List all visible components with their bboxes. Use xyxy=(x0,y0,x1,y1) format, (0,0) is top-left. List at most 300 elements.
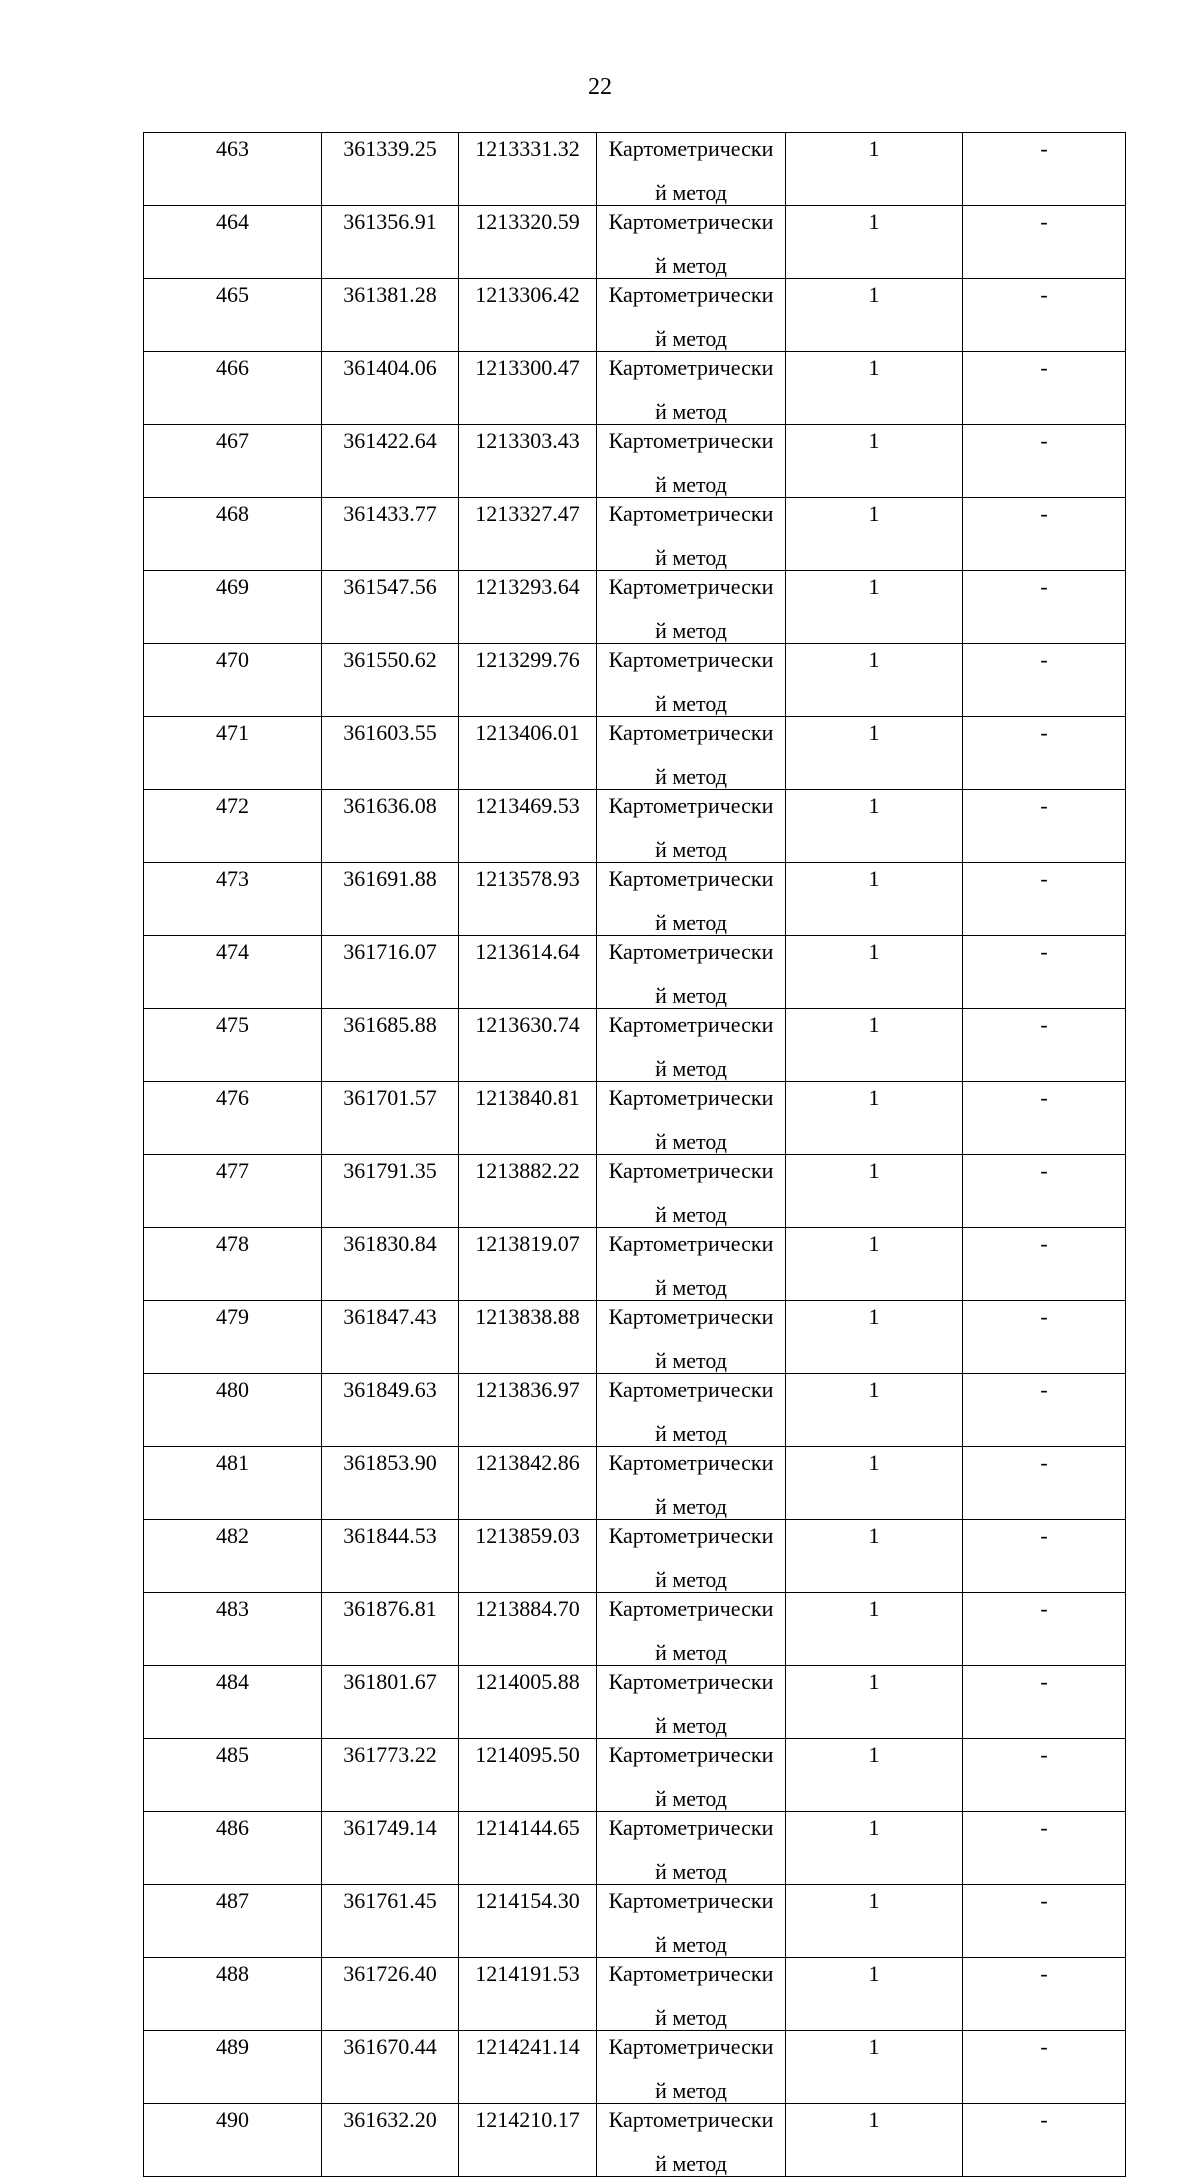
coordinate-y-cell-text: 1214005.88 xyxy=(475,1669,580,1694)
method-cell xyxy=(597,1520,786,1593)
note-cell-text: - xyxy=(1040,793,1048,818)
method-line-2: й метод xyxy=(655,1494,727,1519)
coordinate-x-cell-text: 361691.88 xyxy=(343,866,437,891)
method-line-2: й метод xyxy=(655,399,727,424)
accuracy-cell xyxy=(786,790,963,863)
accuracy-cell xyxy=(786,1812,963,1885)
accuracy-cell xyxy=(786,717,963,790)
method-cell xyxy=(597,425,786,498)
method-cell xyxy=(597,1739,786,1812)
note-cell-text: - xyxy=(1040,1304,1048,1329)
accuracy-cell xyxy=(786,1155,963,1228)
method-line-1: Картометрически xyxy=(608,1377,774,1402)
coordinate-y-cell-text: 1213293.64 xyxy=(475,574,580,599)
note-cell xyxy=(963,571,1126,644)
note-cell xyxy=(963,1885,1126,1958)
point-number-cell xyxy=(144,279,322,352)
method-line-2: й метод xyxy=(655,1567,727,1592)
coordinate-y-cell xyxy=(459,1958,597,2031)
method-cell xyxy=(597,1885,786,1958)
method-line-2: й метод xyxy=(655,545,727,570)
point-number-cell-text: 481 xyxy=(216,1450,249,1475)
coordinate-y-cell xyxy=(459,352,597,425)
coordinate-x-cell-text: 361701.57 xyxy=(343,1085,437,1110)
method-cell xyxy=(597,352,786,425)
note-cell xyxy=(963,133,1126,206)
note-cell xyxy=(963,1447,1126,1520)
coordinate-y-cell-text: 1213630.74 xyxy=(475,1012,580,1037)
table-row xyxy=(144,1739,1126,1812)
coordinates-table xyxy=(143,132,1126,2177)
point-number-cell-text: 476 xyxy=(216,1085,249,1110)
point-number-cell-text: 478 xyxy=(216,1231,249,1256)
note-cell xyxy=(963,1228,1126,1301)
note-cell xyxy=(963,1520,1126,1593)
note-cell-text: - xyxy=(1040,1450,1048,1475)
point-number-cell-text: 468 xyxy=(216,501,249,526)
coordinate-x-cell xyxy=(322,936,459,1009)
accuracy-cell-text: 1 xyxy=(868,574,880,599)
method-cell xyxy=(597,644,786,717)
table-row xyxy=(144,1374,1126,1447)
table-row xyxy=(144,1228,1126,1301)
table-row xyxy=(144,1593,1126,1666)
accuracy-cell-text: 1 xyxy=(868,355,880,380)
method-cell xyxy=(597,1082,786,1155)
accuracy-cell xyxy=(786,1520,963,1593)
coordinate-x-cell-text: 361847.43 xyxy=(343,1304,437,1329)
method-cell xyxy=(597,936,786,1009)
coordinate-y-cell-text: 1214210.17 xyxy=(475,2107,580,2132)
method-line-2: й метод xyxy=(655,764,727,789)
coordinate-y-cell-text: 1213320.59 xyxy=(475,209,580,234)
coordinates-table-body xyxy=(144,133,1126,2177)
accuracy-cell xyxy=(786,1885,963,1958)
point-number-cell-text: 480 xyxy=(216,1377,249,1402)
coordinate-x-cell xyxy=(322,133,459,206)
coordinate-x-cell-text: 361603.55 xyxy=(343,720,437,745)
table-row xyxy=(144,2104,1126,2177)
coordinate-y-cell xyxy=(459,1812,597,1885)
note-cell-text: - xyxy=(1040,501,1048,526)
coordinate-x-cell-text: 361404.06 xyxy=(343,355,437,380)
coordinate-x-cell xyxy=(322,1593,459,1666)
table-row xyxy=(144,352,1126,425)
method-line-1: Картометрически xyxy=(608,1085,774,1110)
table-row xyxy=(144,1447,1126,1520)
note-cell-text: - xyxy=(1040,1888,1048,1913)
point-number-cell xyxy=(144,352,322,425)
table-row xyxy=(144,498,1126,571)
note-cell-text: - xyxy=(1040,574,1048,599)
accuracy-cell-text: 1 xyxy=(868,1596,880,1621)
point-number-cell xyxy=(144,498,322,571)
method-cell xyxy=(597,863,786,936)
coordinate-y-cell-text: 1214154.30 xyxy=(475,1888,580,1913)
table-row xyxy=(144,1082,1126,1155)
note-cell xyxy=(963,1593,1126,1666)
point-number-cell-text: 485 xyxy=(216,1742,249,1767)
table-row xyxy=(144,206,1126,279)
method-cell xyxy=(597,1593,786,1666)
method-line-2: й метод xyxy=(655,472,727,497)
note-cell xyxy=(963,2031,1126,2104)
method-line-1: Картометрически xyxy=(608,136,774,161)
method-line-1: Картометрически xyxy=(608,1596,774,1621)
coordinate-x-cell xyxy=(322,1666,459,1739)
method-line-2: й метод xyxy=(655,837,727,862)
coordinate-x-cell xyxy=(322,571,459,644)
coordinate-x-cell-text: 361830.84 xyxy=(343,1231,437,1256)
coordinate-x-cell-text: 361773.22 xyxy=(343,1742,437,1767)
point-number-cell xyxy=(144,1885,322,1958)
table-row xyxy=(144,936,1126,1009)
note-cell-text: - xyxy=(1040,355,1048,380)
accuracy-cell-text: 1 xyxy=(868,1815,880,1840)
point-number-cell xyxy=(144,571,322,644)
method-line-1: Картометрически xyxy=(608,720,774,745)
note-cell xyxy=(963,1958,1126,2031)
method-cell xyxy=(597,2104,786,2177)
table-row xyxy=(144,1520,1126,1593)
point-number-cell xyxy=(144,644,322,717)
coordinate-x-cell xyxy=(322,863,459,936)
coordinate-y-cell-text: 1213327.47 xyxy=(475,501,580,526)
point-number-cell xyxy=(144,1155,322,1228)
note-cell-text: - xyxy=(1040,2034,1048,2059)
coordinate-x-cell xyxy=(322,206,459,279)
point-number-cell-text: 486 xyxy=(216,1815,249,1840)
accuracy-cell xyxy=(786,1301,963,1374)
coordinate-x-cell xyxy=(322,1958,459,2031)
accuracy-cell-text: 1 xyxy=(868,1304,880,1329)
method-cell xyxy=(597,571,786,644)
accuracy-cell-text: 1 xyxy=(868,1669,880,1694)
coordinate-x-cell xyxy=(322,1374,459,1447)
method-cell xyxy=(597,1155,786,1228)
point-number-cell-text: 470 xyxy=(216,647,249,672)
table-row xyxy=(144,425,1126,498)
coordinate-y-cell xyxy=(459,1155,597,1228)
coordinate-y-cell-text: 1213819.07 xyxy=(475,1231,580,1256)
table-row xyxy=(144,1885,1126,1958)
coordinate-y-cell xyxy=(459,206,597,279)
table-row xyxy=(144,2031,1126,2104)
coordinate-y-cell-text: 1213299.76 xyxy=(475,647,580,672)
table-row xyxy=(144,133,1126,206)
accuracy-cell xyxy=(786,425,963,498)
accuracy-cell xyxy=(786,2031,963,2104)
accuracy-cell xyxy=(786,1666,963,1739)
method-cell xyxy=(597,2031,786,2104)
note-cell-text: - xyxy=(1040,1596,1048,1621)
coordinate-y-cell xyxy=(459,790,597,863)
coordinate-y-cell-text: 1213469.53 xyxy=(475,793,580,818)
coordinate-y-cell-text: 1214241.14 xyxy=(475,2034,580,2059)
coordinate-y-cell xyxy=(459,2031,597,2104)
coordinate-y-cell xyxy=(459,1374,597,1447)
accuracy-cell-text: 1 xyxy=(868,1231,880,1256)
point-number-cell-text: 484 xyxy=(216,1669,249,1694)
coordinate-y-cell xyxy=(459,2104,597,2177)
accuracy-cell-text: 1 xyxy=(868,2107,880,2132)
coordinate-y-cell-text: 1214191.53 xyxy=(475,1961,580,1986)
coordinate-x-cell-text: 361547.56 xyxy=(343,574,437,599)
point-number-cell-text: 488 xyxy=(216,1961,249,1986)
method-line-1: Картометрически xyxy=(608,2034,774,2059)
method-line-2: й метод xyxy=(655,1859,727,1884)
coordinate-x-cell-text: 361791.35 xyxy=(343,1158,437,1183)
point-number-cell xyxy=(144,1739,322,1812)
coordinate-y-cell-text: 1213300.47 xyxy=(475,355,580,380)
method-line-2: й метод xyxy=(655,180,727,205)
note-cell xyxy=(963,863,1126,936)
accuracy-cell-text: 1 xyxy=(868,1158,880,1183)
method-line-2: й метод xyxy=(655,1275,727,1300)
point-number-cell xyxy=(144,2031,322,2104)
coordinate-x-cell-text: 361670.44 xyxy=(343,2034,437,2059)
point-number-cell-text: 466 xyxy=(216,355,249,380)
method-line-2: й метод xyxy=(655,618,727,643)
coordinate-y-cell-text: 1213836.97 xyxy=(475,1377,580,1402)
method-cell xyxy=(597,1301,786,1374)
note-cell-text: - xyxy=(1040,2107,1048,2132)
point-number-cell-text: 465 xyxy=(216,282,249,307)
note-cell xyxy=(963,1374,1126,1447)
coordinate-x-cell xyxy=(322,1228,459,1301)
method-line-1: Картометрически xyxy=(608,1231,774,1256)
coordinate-x-cell xyxy=(322,1885,459,1958)
coordinate-y-cell xyxy=(459,1082,597,1155)
method-line-2: й метод xyxy=(655,1202,727,1227)
method-line-1: Картометрически xyxy=(608,501,774,526)
accuracy-cell xyxy=(786,1009,963,1082)
table-row xyxy=(144,571,1126,644)
point-number-cell xyxy=(144,1958,322,2031)
accuracy-cell xyxy=(786,1593,963,1666)
note-cell xyxy=(963,1666,1126,1739)
method-line-1: Картометрически xyxy=(608,282,774,307)
coordinate-x-cell xyxy=(322,1739,459,1812)
note-cell-text: - xyxy=(1040,1085,1048,1110)
accuracy-cell-text: 1 xyxy=(868,209,880,234)
coordinate-x-cell-text: 361749.14 xyxy=(343,1815,437,1840)
point-number-cell-text: 490 xyxy=(216,2107,249,2132)
method-line-1: Картометрически xyxy=(608,2107,774,2132)
method-line-2: й метод xyxy=(655,1640,727,1665)
point-number-cell xyxy=(144,1228,322,1301)
method-cell xyxy=(597,790,786,863)
accuracy-cell-text: 1 xyxy=(868,939,880,964)
point-number-cell xyxy=(144,1812,322,1885)
coordinate-x-cell xyxy=(322,425,459,498)
accuracy-cell xyxy=(786,498,963,571)
coordinate-x-cell xyxy=(322,1155,459,1228)
note-cell-text: - xyxy=(1040,1012,1048,1037)
method-line-1: Картометрически xyxy=(608,1669,774,1694)
method-line-1: Картометрически xyxy=(608,209,774,234)
accuracy-cell xyxy=(786,1228,963,1301)
point-number-cell xyxy=(144,206,322,279)
coordinate-x-cell xyxy=(322,2104,459,2177)
method-line-2: й метод xyxy=(655,1056,727,1081)
method-line-2: й метод xyxy=(655,2078,727,2103)
coordinate-x-cell xyxy=(322,279,459,352)
method-line-1: Картометрически xyxy=(608,1888,774,1913)
note-cell-text: - xyxy=(1040,1961,1048,1986)
accuracy-cell-text: 1 xyxy=(868,428,880,453)
accuracy-cell xyxy=(786,571,963,644)
method-line-1: Картометрически xyxy=(608,939,774,964)
method-line-2: й метод xyxy=(655,253,727,278)
coordinate-x-cell-text: 361716.07 xyxy=(343,939,437,964)
note-cell xyxy=(963,1301,1126,1374)
accuracy-cell-text: 1 xyxy=(868,647,880,672)
coordinate-x-cell xyxy=(322,1447,459,1520)
coordinate-y-cell xyxy=(459,936,597,1009)
point-number-cell-text: 464 xyxy=(216,209,249,234)
table-row xyxy=(144,1301,1126,1374)
coordinate-y-cell-text: 1213842.86 xyxy=(475,1450,580,1475)
point-number-cell xyxy=(144,717,322,790)
accuracy-cell xyxy=(786,1739,963,1812)
note-cell-text: - xyxy=(1040,136,1048,161)
point-number-cell xyxy=(144,425,322,498)
coordinate-y-cell-text: 1213406.01 xyxy=(475,720,580,745)
table-row xyxy=(144,1009,1126,1082)
point-number-cell xyxy=(144,1666,322,1739)
coordinate-y-cell xyxy=(459,1009,597,1082)
note-cell-text: - xyxy=(1040,647,1048,672)
method-line-2: й метод xyxy=(655,2151,727,2176)
coordinate-y-cell xyxy=(459,1885,597,1958)
note-cell-text: - xyxy=(1040,720,1048,745)
accuracy-cell-text: 1 xyxy=(868,1012,880,1037)
page-number: 22 xyxy=(588,74,612,100)
accuracy-cell-text: 1 xyxy=(868,2034,880,2059)
point-number-cell xyxy=(144,1301,322,1374)
coordinate-y-cell-text: 1213303.43 xyxy=(475,428,580,453)
accuracy-cell xyxy=(786,206,963,279)
method-line-2: й метод xyxy=(655,1713,727,1738)
point-number-cell xyxy=(144,863,322,936)
point-number-cell xyxy=(144,1009,322,1082)
note-cell-text: - xyxy=(1040,1231,1048,1256)
point-number-cell-text: 474 xyxy=(216,939,249,964)
note-cell-text: - xyxy=(1040,1742,1048,1767)
coordinate-x-cell-text: 361381.28 xyxy=(343,282,437,307)
point-number-cell-text: 471 xyxy=(216,720,249,745)
method-line-1: Картометрически xyxy=(608,793,774,818)
method-line-1: Картометрически xyxy=(608,1523,774,1548)
method-line-2: й метод xyxy=(655,983,727,1008)
accuracy-cell-text: 1 xyxy=(868,501,880,526)
coordinate-y-cell xyxy=(459,571,597,644)
method-line-1: Картометрически xyxy=(608,647,774,672)
note-cell xyxy=(963,1155,1126,1228)
point-number-cell-text: 467 xyxy=(216,428,249,453)
accuracy-cell xyxy=(786,936,963,1009)
table-row xyxy=(144,279,1126,352)
note-cell xyxy=(963,1739,1126,1812)
point-number-cell xyxy=(144,1082,322,1155)
method-cell xyxy=(597,1812,786,1885)
coordinate-y-cell-text: 1213838.88 xyxy=(475,1304,580,1329)
note-cell xyxy=(963,1082,1126,1155)
method-line-1: Картометрически xyxy=(608,428,774,453)
method-line-1: Картометрически xyxy=(608,1742,774,1767)
accuracy-cell-text: 1 xyxy=(868,1961,880,1986)
note-cell xyxy=(963,352,1126,425)
coordinate-x-cell xyxy=(322,1520,459,1593)
coordinate-y-cell xyxy=(459,1228,597,1301)
point-number-cell-text: 489 xyxy=(216,2034,249,2059)
coordinate-y-cell xyxy=(459,1520,597,1593)
point-number-cell-text: 482 xyxy=(216,1523,249,1548)
coordinate-y-cell xyxy=(459,133,597,206)
point-number-cell-text: 472 xyxy=(216,793,249,818)
point-number-cell xyxy=(144,936,322,1009)
method-line-1: Картометрически xyxy=(608,1961,774,1986)
accuracy-cell xyxy=(786,1082,963,1155)
point-number-cell-text: 475 xyxy=(216,1012,249,1037)
accuracy-cell-text: 1 xyxy=(868,793,880,818)
coordinate-x-cell-text: 361685.88 xyxy=(343,1012,437,1037)
coordinate-x-cell-text: 361761.45 xyxy=(343,1888,437,1913)
point-number-cell xyxy=(144,1374,322,1447)
accuracy-cell xyxy=(786,352,963,425)
note-cell-text: - xyxy=(1040,282,1048,307)
point-number-cell xyxy=(144,133,322,206)
table-row xyxy=(144,790,1126,863)
method-cell xyxy=(597,1447,786,1520)
coordinate-y-cell xyxy=(459,1593,597,1666)
coordinate-x-cell xyxy=(322,352,459,425)
coordinate-y-cell-text: 1214095.50 xyxy=(475,1742,580,1767)
accuracy-cell-text: 1 xyxy=(868,1523,880,1548)
coordinate-x-cell xyxy=(322,1301,459,1374)
coordinate-y-cell-text: 1213859.03 xyxy=(475,1523,580,1548)
accuracy-cell xyxy=(786,644,963,717)
coordinate-x-cell xyxy=(322,717,459,790)
method-line-2: й метод xyxy=(655,1348,727,1373)
note-cell xyxy=(963,717,1126,790)
coordinate-y-cell xyxy=(459,1301,597,1374)
note-cell-text: - xyxy=(1040,1523,1048,1548)
note-cell-text: - xyxy=(1040,1815,1048,1840)
method-line-1: Картометрически xyxy=(608,1158,774,1183)
note-cell xyxy=(963,206,1126,279)
coordinate-x-cell-text: 361636.08 xyxy=(343,793,437,818)
accuracy-cell-text: 1 xyxy=(868,1888,880,1913)
table-row xyxy=(144,1666,1126,1739)
coordinate-x-cell-text: 361339.25 xyxy=(343,136,437,161)
method-line-2: й метод xyxy=(655,1421,727,1446)
coordinate-x-cell-text: 361356.91 xyxy=(343,209,437,234)
method-cell xyxy=(597,1666,786,1739)
method-cell xyxy=(597,279,786,352)
method-line-2: й метод xyxy=(655,1932,727,1957)
method-line-1: Картометрически xyxy=(608,866,774,891)
coordinate-x-cell-text: 361849.63 xyxy=(343,1377,437,1402)
coordinate-x-cell xyxy=(322,2031,459,2104)
point-number-cell xyxy=(144,2104,322,2177)
point-number-cell-text: 477 xyxy=(216,1158,249,1183)
coordinate-y-cell-text: 1213882.22 xyxy=(475,1158,580,1183)
method-cell xyxy=(597,1228,786,1301)
method-line-2: й метод xyxy=(655,910,727,935)
point-number-cell-text: 487 xyxy=(216,1888,249,1913)
